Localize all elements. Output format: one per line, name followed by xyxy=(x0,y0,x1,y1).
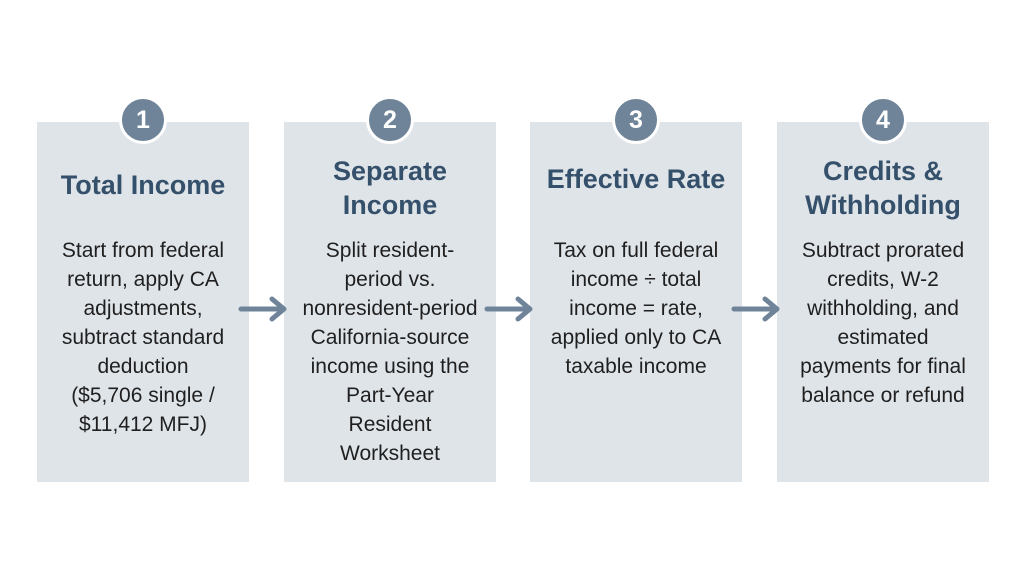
arrow-right-icon xyxy=(238,294,292,324)
step-description-1: Start from federal return, apply CA adjustments, subtract standard deduction ($5,706 single / $11,412 MFJ) xyxy=(61,239,225,436)
step-description-4: Subtract prorated credits, W-2 withholding, and estimated payments for final balance or refund xyxy=(800,239,966,407)
arrow-right-icon xyxy=(731,294,785,324)
step-card-1 xyxy=(37,122,249,482)
step-title-3: Effective Rate xyxy=(546,164,726,194)
step-number-badge-4: 4 xyxy=(859,96,907,144)
step-title-2: Separate Income xyxy=(332,156,448,220)
step-number-badge-2: 2 xyxy=(366,96,414,144)
step-description-2: Split resident- period vs. nonresident-period California-source income using the Part-Year Resident Worksheet xyxy=(302,239,478,465)
arrow-right-icon xyxy=(484,294,538,324)
step-card-2 xyxy=(284,122,496,482)
step-title-1: Total Income xyxy=(60,170,226,200)
step-number-badge-1: 1 xyxy=(119,96,167,144)
step-description-3: Tax on full federal income ÷ total income = rate, applied only to CA taxable income xyxy=(550,239,722,378)
step-number-badge-3: 3 xyxy=(612,96,660,144)
step-card-3 xyxy=(530,122,742,482)
step-title-4: Credits & Withholding xyxy=(805,156,961,220)
step-card-4 xyxy=(777,122,989,482)
